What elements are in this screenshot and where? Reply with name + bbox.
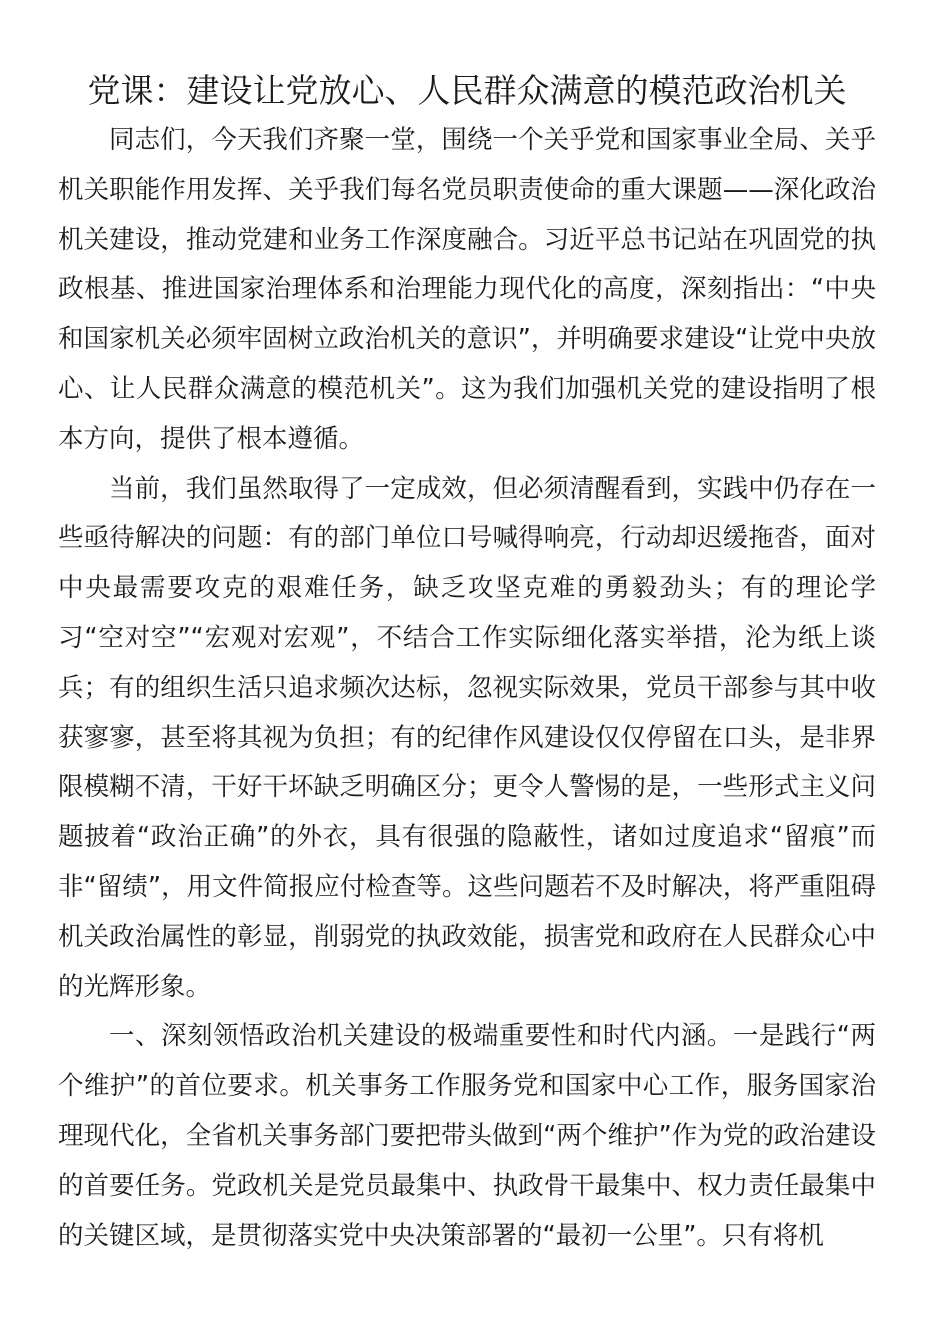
- paragraph-opening: 同志们，今天我们齐聚一堂，围绕一个关乎党和国家事业全局、关乎机关职能作用发挥、关乎我们每名党员职责使命的重大课题——深化政治机关建设，推动党建和业务工作深度融合。习近平总书记站在巩固党的执政根基、推进国家治理体系和治理能力现代化的高度，深刻指出：“中央和国家机关必须牢固树立政治机关的意识”，并明确要求建设“让党中央放心、让人民群众满意的模范机关”。这为我们加强机关党的建设指明了根本方向，提供了根本遵循。: [58, 125, 876, 454]
- paragraph-problems: 当前，我们虽然取得了一定成效，但必须清醒看到，实践中仍存在一些亟待解决的问题：有的部门单位口号喊得响亮，行动却迟缓拖沓，面对中央最需要攻克的艰难任务，缺乏攻坚克难的勇毅劲头；有的理论学习“空对空”“宏观对宏观”，不结合工作实际细化落实举措，沦为纸上谈兵；有的组织生活只追求频次达标，忽视实际效果，党员干部参与其中收获寥寥，甚至将其视为负担；有的纪律作风建设仅仅停留在口头，是非界限模糊不清，干好干坏缺乏明确区分；更令人警惕的是，一些形式主义问题披着“政治正确”的外衣，具有很强的隐蔽性，诸如过度追求“留痕”而非“留绩”，用文件简报应付检查等。这些问题若不及时解决，将严重阻碍机关政治属性的彰显，削弱党的执政效能，损害党和政府在人民群众心中的光辉形象。: [58, 473, 876, 1002]
- document-page: [58, 66, 876, 1261]
- paragraph-section-one: 一、深刻领悟政治机关建设的极端重要性和时代内涵。一是践行“两个维护”的首位要求。机关事务工作服务党和国家中心工作，服务国家治理现代化，全省机关事务部门要把带头做到“两个维护”作为党的政治建设的首要任务。党政机关是党员最集中、执政骨干最集中、权力责任最集中的关键区域，是贯彻落实党中央决策部署的“最初一公里”。只有将机: [58, 1021, 876, 1251]
- document-title: 党课：建设让党放心、人民群众满意的模范政治机关: [87, 71, 847, 110]
